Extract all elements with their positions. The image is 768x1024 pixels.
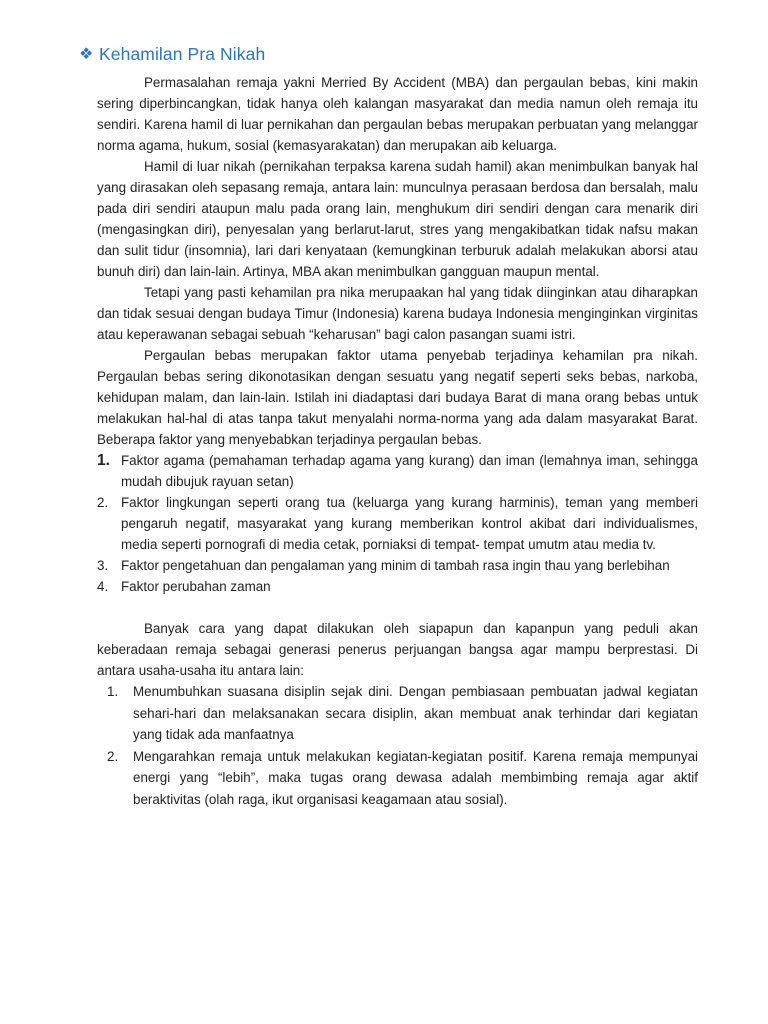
list-item bbox=[97, 555, 698, 576]
list-number: 2. bbox=[107, 748, 119, 764]
list-item bbox=[107, 681, 698, 746]
list-item-text: Faktor lingkungan seperti orang tua (keluarga yang kurang harminis), teman yang memberi pengaruh negatif, masyarakat yang kurang memberikan kontrol akibat dari individualismes, media seperti pornografi di media cetak, porniaksi di tempat- tempat umutm atau media tv. bbox=[121, 495, 698, 552]
paragraph-3: Tetapi yang pasti kehamilan pra nika merupaakan hal yang tidak diinginkan atau diharapkan dan tidak sesuai dengan budaya Timur (Indonesia) karena budaya Indonesia menginginkan virginitas atau keperawanan sebagai sebuah “keharusan” bagi calon pasangan suami istri. bbox=[97, 285, 698, 342]
paragraph-2: Hamil di luar nikah (pernikahan terpaksa karena sudah hamil) akan menimbulkan banyak hal yang dirasakan oleh sepasang remaja, antara lain: munculnya perasaan berdosa dan bersalah, malu pada diri sendiri ataupun malu pada orang lain, menghukum diri sendiri dengan cara menarik diri (mengasingkan diri), penyesalan yang berlarut-larut, stres yang mengakibatkan tidak nafsu makan dan sulit tidur (insomnia), lari dari kenyataan (kemungkinan terburuk adalah melakukan aborsi atau bunuh diri) dan lain-lain. Artinya, MBA akan menimbulkan gangguan maupun mental. bbox=[97, 159, 698, 279]
list-item bbox=[107, 746, 698, 811]
list-item bbox=[97, 576, 698, 597]
list-number: 1. bbox=[107, 684, 119, 699]
list-item bbox=[97, 450, 698, 492]
list-item-text: Mengarahkan remaja untuk melakukan kegiatan-kegiatan positif. Karena remaja mempunyai energi yang “lebih”, maka tugas orang dewasa adalah membimbing remaja agar aktif beraktivitas (olah raga, ikut organisasi keagamaan atau sosial). bbox=[133, 748, 698, 807]
list-number: 1. bbox=[97, 452, 110, 469]
section-heading bbox=[79, 40, 698, 68]
paragraph-1: Permasalahan remaja yakni Merried By Accident (MBA) dan pergaulan bebas, kini makin sering diperbincangkan, tidak hanya oleh kalangan masyarakat dan media namun oleh remaja itu sendiri. Karena hamil di luar pernikahan dan pergaulan bebas merupakan perbuatan yang melanggar norma agama, hukum, sosial (kemasyarakatan) dan merupakan aib keluarga. bbox=[97, 75, 698, 153]
list-number: 3. bbox=[97, 558, 109, 573]
list-number: 2. bbox=[97, 495, 109, 510]
efforts-list bbox=[107, 681, 698, 810]
list-item-text: Faktor perubahan zaman bbox=[121, 579, 271, 594]
paragraph-4: Pergaulan bebas merupakan faktor utama penyebab terjadinya kehamilan pra nikah. Pergaulan bebas sering dikonotasikan dengan sesuatu yang negatif seperti seks bebas, narkoba, kehidupan malam, dan lain-lain. Istilah ini diadaptasi dari budaya Barat di mana orang bebas untuk melakukan hal-hal di atas tanpa takut menyalahi norma-norma yang ada dalam masyarakat Barat. Beberapa faktor yang menyebabkan terjadinya pergaulan bebas. bbox=[97, 348, 698, 447]
diamond-bullet-icon: ❖ bbox=[79, 44, 94, 63]
list-number: 4. bbox=[97, 579, 109, 594]
list-item bbox=[97, 492, 698, 555]
section-title: Kehamilan Pra Nikah bbox=[99, 43, 266, 64]
paragraph-5: Banyak cara yang dapat dilakukan oleh siapapun dan kapanpun yang peduli akan keberadaan remaja sebagai generasi penerus perjuangan bangsa agar mampu berprestasi. Di antara usaha-usaha itu antara lain: bbox=[97, 621, 698, 678]
list-item-text: Faktor pengetahuan dan pengalaman yang minim di tambah rasa ingin thau yang berlebihan bbox=[121, 558, 670, 573]
factors-list bbox=[97, 450, 698, 597]
list-item-text: Menumbuhkan suasana disiplin sejak dini. Dengan pembiasaan pembuatan jadwal kegiatan sehari-hari dan melaksanakan secara disiplin, akan membuat anak terhindar dari kegiatan yang tidak ada manfaatnya bbox=[133, 684, 698, 742]
list-item-text: Faktor agama (pemahaman terhadap agama yang kurang) dan iman (lemahnya iman, sehingga mudah dibujuk rayuan setan) bbox=[121, 453, 698, 489]
blank-line bbox=[97, 597, 698, 618]
